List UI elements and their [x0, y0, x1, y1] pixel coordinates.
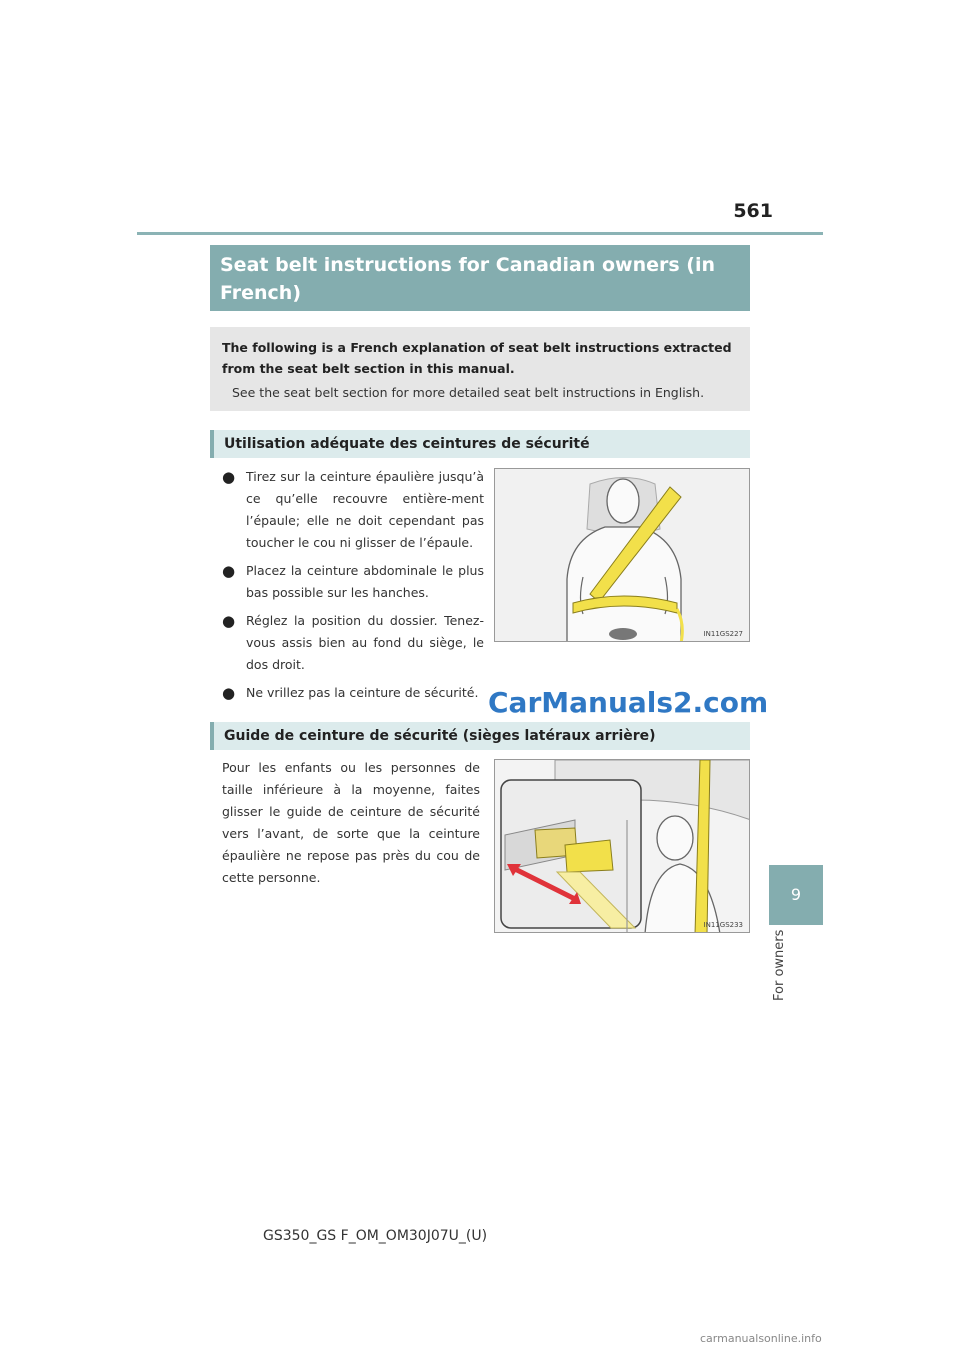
- watermark: CarManuals2.com: [488, 686, 769, 719]
- bullet-icon: ●: [222, 612, 236, 630]
- bullet-icon: ●: [222, 562, 236, 580]
- seated-person-illustration: [495, 469, 750, 642]
- bullet-text: Ne vrillez pas la ceinture de sécurité.: [246, 685, 479, 700]
- bullet-text: Tirez sur la ceinture épaulière jusqu’à ce qu’elle recouvre entière-ment l’épaule; elle ne doit cependant pas toucher le cou ni glisser de l’épaule.: [246, 469, 484, 550]
- list-item: [222, 610, 484, 676]
- chapter-label: For owners: [772, 930, 787, 1002]
- top-rule: [137, 232, 823, 235]
- page-title: Seat belt instructions for Canadian owners (in French): [210, 245, 750, 311]
- figure-code: IN11GS227: [703, 630, 743, 638]
- list-item: [222, 682, 504, 704]
- section-heading-guide: Guide de ceinture de sécurité (sièges latéraux arrière): [210, 722, 750, 750]
- intro-bold-text: The following is a French explanation of seat belt instructions extracted from the seat belt section in this manual.: [222, 340, 732, 376]
- figure-belt-guide: [494, 759, 750, 933]
- footer-site: carmanualsonline.info: [700, 1332, 822, 1345]
- bullet-text: Réglez la position du dossier. Tenez-vous assis bien au fond du siège, le dos droit.: [246, 613, 484, 672]
- belt-guide-illustration: [495, 760, 750, 933]
- bullet-icon: ●: [222, 684, 236, 702]
- intro-sub-text: See the seat belt section for more detailed seat belt instructions in English.: [232, 385, 705, 400]
- intro-box: [210, 327, 750, 411]
- chapter-tab: 9: [769, 865, 823, 925]
- guide-paragraph: Pour les enfants ou les personnes de taille inférieure à la moyenne, faites glisser le guide de ceinture de sécurité vers l’avant, de sorte que la ceinture épaulière ne repose pas près du cou de cette personne.: [222, 760, 480, 885]
- bullet-icon: ●: [222, 468, 236, 486]
- footer-code: GS350_GS F_OM_OM30J07U_(U): [263, 1228, 488, 1244]
- bullet-text: Placez la ceinture abdominale le plus bas possible sur les hanches.: [246, 563, 484, 600]
- section-heading-usage: Utilisation adéquate des ceintures de sécurité: [210, 430, 750, 458]
- page-number: 561: [733, 200, 773, 222]
- bullet-list: [222, 466, 484, 710]
- figure-code: IN11GS233: [703, 921, 743, 929]
- list-item: [222, 560, 484, 604]
- figure-seated-person: [494, 468, 750, 642]
- list-item: [222, 466, 484, 554]
